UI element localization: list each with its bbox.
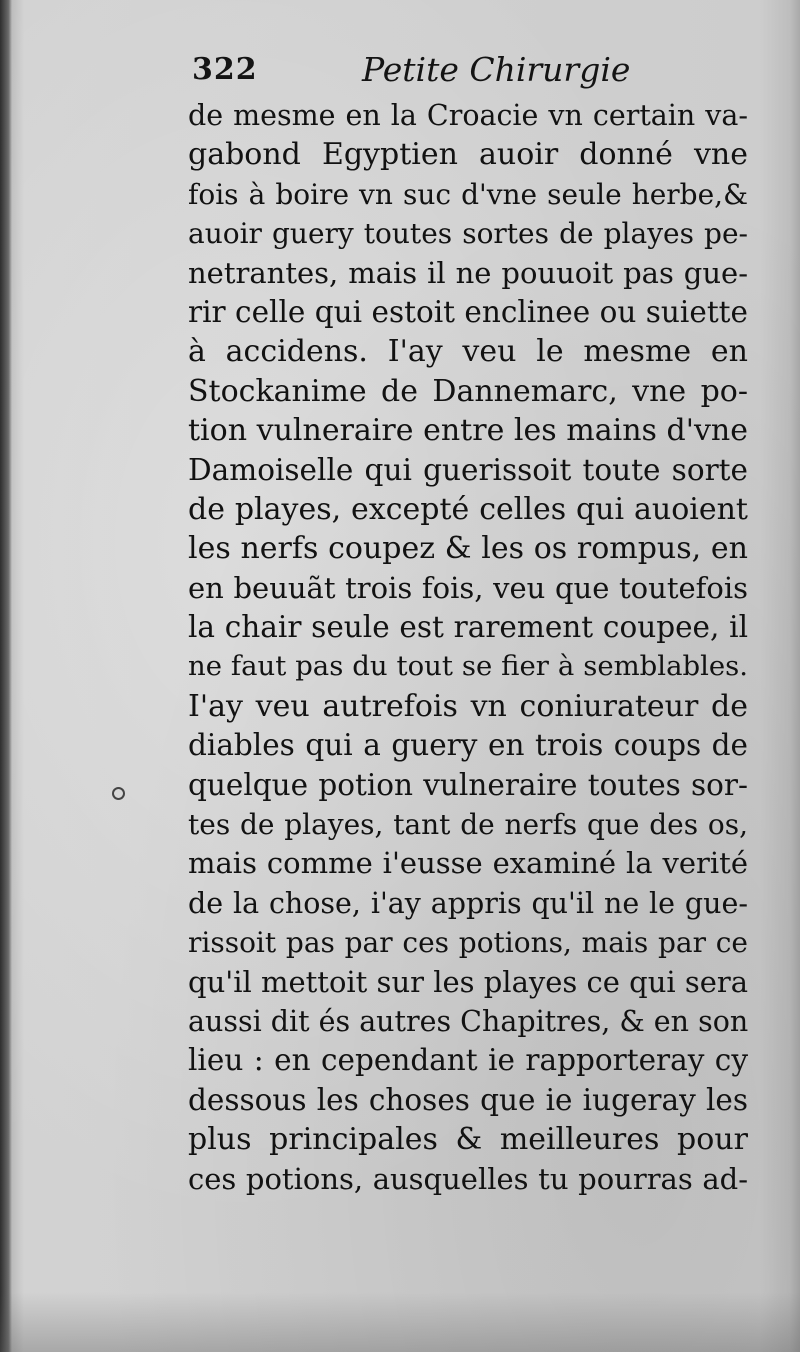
text-line: Stockanime de Dannemarc, vne po- (188, 373, 748, 409)
text-line: diables qui a guery en trois coups de (188, 728, 748, 763)
page-number: 322 (192, 52, 258, 87)
text-line: tes de playes, tant de nerfs que des os, (188, 808, 748, 842)
text-line: netrantes, mais il ne pouuoit pas gue- (188, 255, 748, 290)
page-bottom-shadow (0, 1292, 800, 1352)
text-line: Damoiselle qui guerissoit toute sorte (188, 452, 748, 487)
text-line: la chair seule est rarement coupee, il (188, 610, 748, 645)
text-line: rissoit pas par ces potions, mais par ce (188, 926, 748, 960)
body-text (188, 96, 748, 1199)
text-line: plus principales & meilleures pour (188, 1122, 748, 1158)
text-line: en beuuãt trois fois, veu que toutefois (188, 570, 748, 605)
text-line: de playes, excepté celles qui auoient (188, 491, 748, 527)
margin-ink-mark (112, 787, 125, 800)
text-line: gabond Egyptien auoir donné vne (188, 137, 748, 173)
text-line: qu'il mettoit sur les playes ce qui sera (188, 964, 749, 999)
text-line: à accidens. I'ay veu le mesme en (188, 334, 748, 370)
text-line: fois à boire vn suc d'vne seule herbe,& (188, 177, 748, 211)
text-line: quelque potion vulneraire toutes sor- (188, 767, 748, 802)
text-line: les nerfs coupez & les os rompus, en (188, 531, 748, 567)
text-line: mais comme i'eusse examiné la verité (188, 846, 748, 881)
text-line: aussi dit és autres Chapitres, & en son (188, 1004, 749, 1038)
page-binding-shadow (0, 0, 12, 1352)
text-line: ne faut pas du tout se fier à semblables. (188, 650, 748, 683)
text-line: de la chose, i'ay appris qu'il ne le gue- (188, 886, 748, 920)
text-line: tion vulneraire entre les mains d'vne (188, 413, 748, 449)
text-line: lieu : en cependant ie rapporteray cy (188, 1043, 748, 1078)
text-line: I'ay veu autrefois vn coniurateur de (188, 688, 748, 724)
text-line: auoir guery toutes sortes de playes pe- (188, 217, 748, 251)
text-line: ces potions, ausquelles tu pourras ad- (188, 1161, 748, 1196)
page-header (192, 46, 632, 94)
running-title: Petite Chirurgie (362, 50, 631, 89)
text-line: rir celle qui estoit enclinee ou suiette (188, 294, 748, 329)
text-line: dessous les choses que ie iugeray les (188, 1082, 748, 1117)
text-line: de mesme en la Croacie vn certain va- (188, 99, 748, 132)
